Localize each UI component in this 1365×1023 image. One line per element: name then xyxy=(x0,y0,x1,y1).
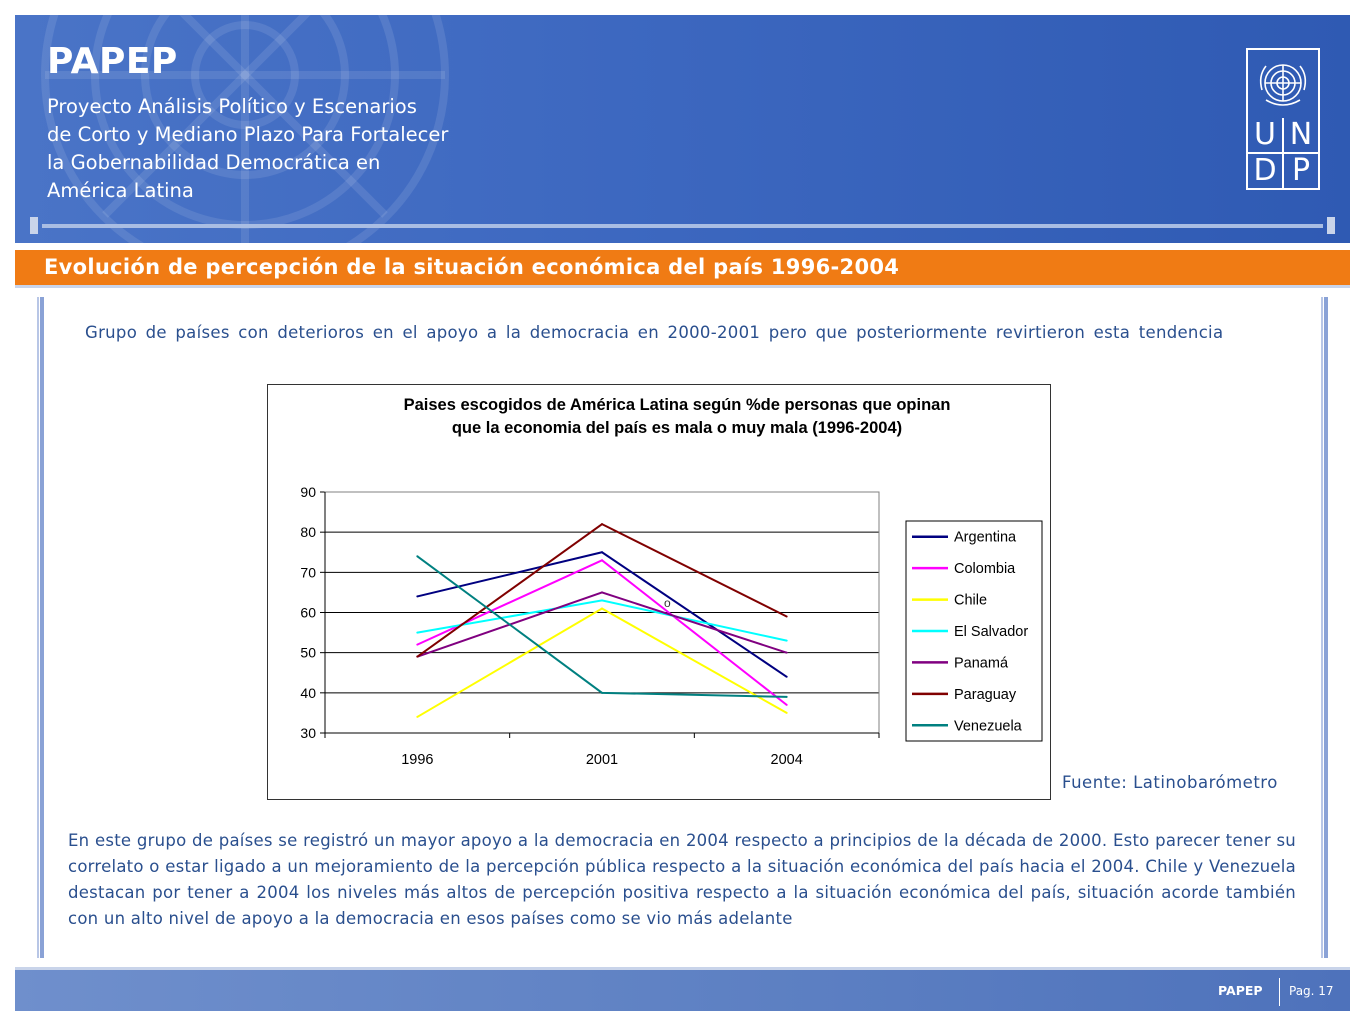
undp-logo xyxy=(1246,48,1320,190)
data-point xyxy=(416,595,418,597)
legend-entry: Venezuela xyxy=(954,718,1022,735)
data-point xyxy=(786,652,788,654)
data-point xyxy=(601,599,603,601)
series-line xyxy=(417,560,786,705)
body-paragraph: En este grupo de países se registró un mayor apoyo a la democracia en 2004 respecto a principios de la década de 2000. Esto parecer tener su correlato o estar ligado a un mejoramiento de la percepción pública respecto a la situación económica del país hacia el 2004. Chile y Venezuela destacan por tener a 2004 los niveles más altos de percepción positiva respecto a la situación económica del país, situación acorde también con un alto nivel de apoyo a la democracia en esos países como se vio más adelante xyxy=(68,831,1296,928)
header-subtitle-line: de Corto y Mediano Plazo Para Fortalecer xyxy=(47,123,449,146)
chart-legend xyxy=(906,521,1042,741)
data-point xyxy=(416,644,418,646)
plot-axes xyxy=(300,484,879,768)
data-point xyxy=(786,640,788,642)
x-tick-label: 1996 xyxy=(401,752,434,768)
data-point xyxy=(416,632,418,634)
data-point xyxy=(601,551,603,553)
series-line xyxy=(417,556,786,697)
data-point xyxy=(601,692,603,694)
group-description: Grupo de países con deterioros en el apoyo a la democracia en 2000-2001 pero que posteriormente revirtieron esta tendencia xyxy=(85,323,1224,342)
y-tick-label: 60 xyxy=(300,604,316,621)
series-line xyxy=(417,592,786,656)
data-point xyxy=(786,704,788,706)
plot-series xyxy=(416,523,787,718)
data-point xyxy=(601,607,603,609)
y-tick-label: 40 xyxy=(300,684,316,701)
series-line xyxy=(417,552,786,677)
undp-letter: P xyxy=(1291,153,1311,188)
legend-entry: El Salvador xyxy=(954,624,1029,640)
plot-grid xyxy=(325,492,879,733)
x-tick-label: 2001 xyxy=(585,752,619,768)
x-tick-label: 2004 xyxy=(770,752,803,768)
data-point xyxy=(786,712,788,714)
header-subtitle-line: la Gobernabilidad Democrática en xyxy=(47,151,381,174)
un-globe-icon xyxy=(1248,50,1318,116)
data-point xyxy=(601,591,603,593)
data-point xyxy=(416,716,418,718)
title-bar xyxy=(15,250,1350,288)
footer-brand: PAPEP xyxy=(1218,983,1263,998)
legend-entry: Paraguay xyxy=(954,686,1017,703)
header-brand: PAPEP xyxy=(47,41,178,82)
y-tick-label: 50 xyxy=(300,644,316,661)
legend-entry: Panamá xyxy=(954,655,1009,672)
left-decorative-stripe xyxy=(37,297,44,958)
slide-title: Evolución de percepción de la situación económica del país 1996-2004 xyxy=(44,255,900,279)
data-point xyxy=(786,676,788,678)
footer-separator xyxy=(1279,978,1280,1006)
data-point xyxy=(416,656,418,658)
header-divider xyxy=(30,216,1335,235)
y-tick-label: 70 xyxy=(300,564,316,581)
legend-entry: Chile xyxy=(954,592,988,609)
header-subtitle-line: Proyecto Análisis Político y Escenarios xyxy=(47,95,417,118)
undp-letter: D xyxy=(1248,154,1284,188)
y-tick-label: 80 xyxy=(300,524,316,541)
undp-letter: U xyxy=(1248,118,1284,154)
data-point xyxy=(416,555,418,557)
data-point xyxy=(786,696,788,698)
chart-title-line: que la economia del país es mala o muy mala (1996-2004) xyxy=(451,419,903,437)
y-tick-label: 30 xyxy=(300,725,316,741)
data-point xyxy=(601,559,603,561)
chart-source: Fuente: Latinobarómetro xyxy=(1062,773,1278,792)
page-number: Pag. 17 xyxy=(1289,984,1334,998)
header-subtitle xyxy=(47,93,517,205)
line-chart xyxy=(268,385,1050,799)
footer-bar xyxy=(15,967,1350,1011)
header-banner xyxy=(15,15,1350,243)
legend-entry: Colombia xyxy=(954,561,1016,578)
chart-title-line: Paises escogidos de América Latina según %de personas que opinan xyxy=(403,396,951,414)
header-subtitle-line: América Latina xyxy=(47,179,194,202)
undp-letter: N xyxy=(1284,118,1318,154)
data-point xyxy=(601,523,603,525)
legend-entry: Argentina xyxy=(954,529,1017,546)
y-tick-label: 90 xyxy=(300,484,316,500)
right-decorative-stripe xyxy=(1321,297,1328,958)
chart-annotation: o xyxy=(664,596,671,610)
data-point xyxy=(786,616,788,618)
chart-container xyxy=(267,384,1051,800)
